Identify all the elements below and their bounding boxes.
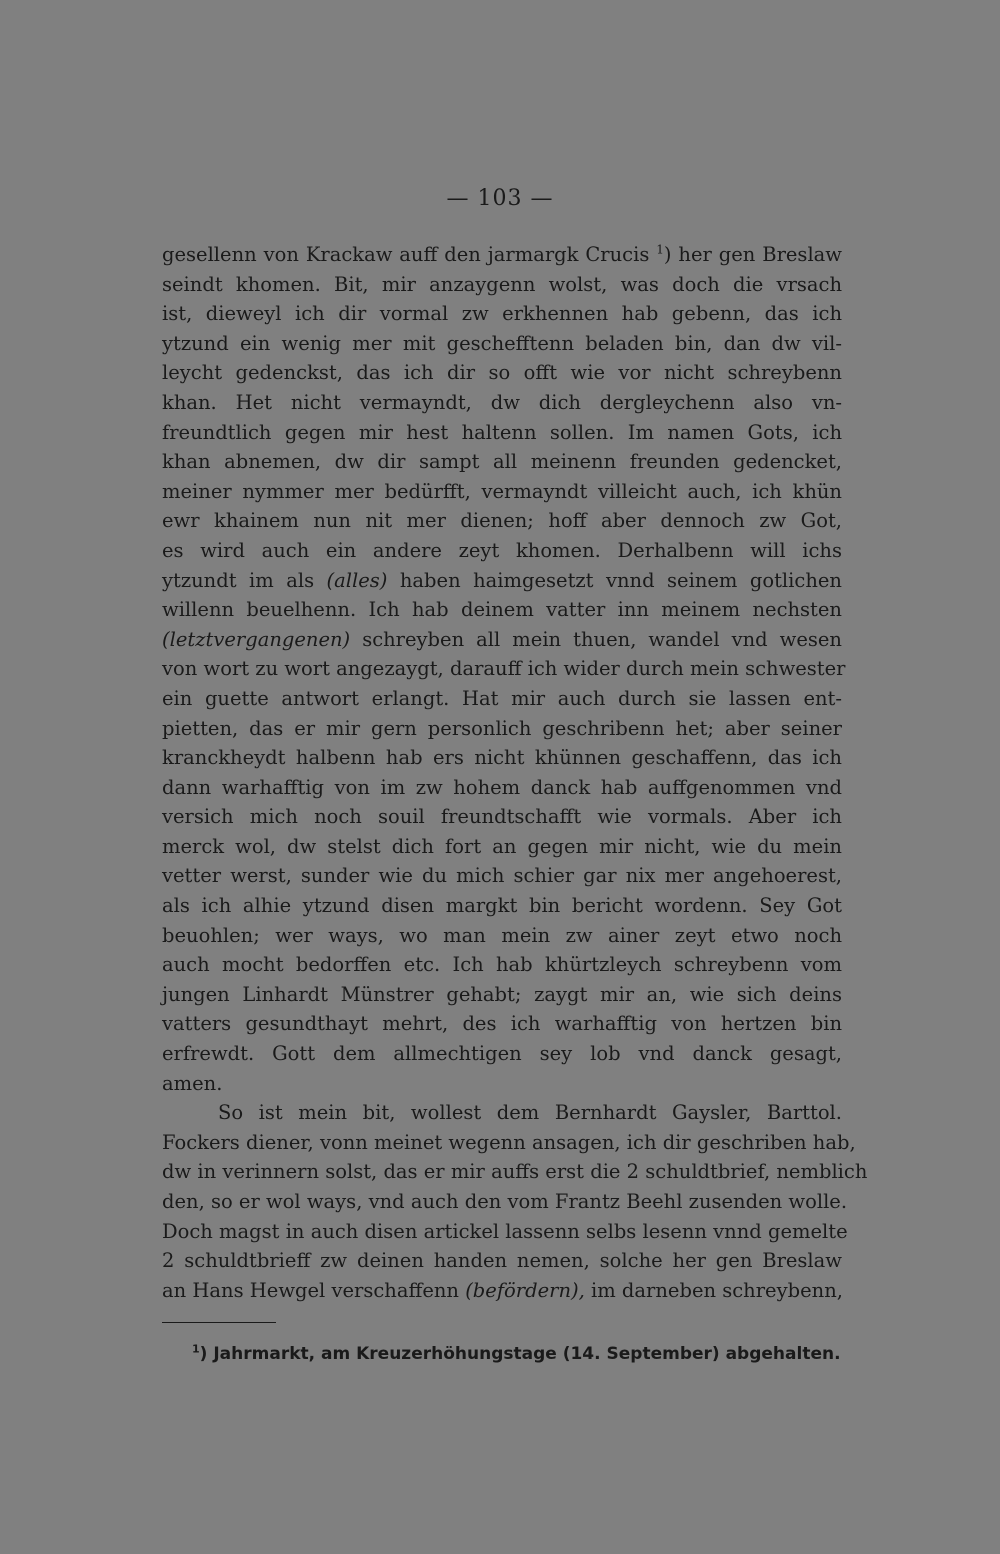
text-line — [162, 1069, 842, 1099]
text-line — [162, 1217, 848, 1247]
line-text: khan abnemen, dw dir sampt all meinenn freunden gedencket, — [162, 450, 842, 474]
text-line — [162, 299, 842, 329]
text-line — [162, 388, 842, 418]
line-text: es wird auch ein andere zeyt khomen. Derhalbenn will ichs — [162, 538, 842, 562]
text-line — [162, 1276, 842, 1306]
line-text: gesellenn von Krackaw auff den jarmargk Crucis — [162, 243, 657, 266]
line-text-continued: ) her gen Breslaw — [663, 243, 842, 266]
line-text: ist, dieweyl ich dir vormal zw erkhennen hab gebenn, das ich — [162, 302, 842, 326]
footnote — [192, 1342, 841, 1366]
page-number: — 103 — — [446, 186, 554, 211]
line-text-continued: haben haimgesetzt vnnd seinem gotlichen — [387, 568, 842, 592]
text-line — [162, 625, 842, 655]
line-text: ytzund ein wenig mer mit geschefftenn beladen bin, dan dw vil- — [162, 331, 842, 355]
editorial-gloss: (befördern), — [465, 1278, 585, 1302]
footnote-text: ) Jahrmarkt, am Kreuzerhöhungstage (14. September) abgehalten. — [199, 1344, 841, 1364]
text-line — [162, 1157, 868, 1187]
line-text: merck wol, dw stelst dich fort an gegen mir nicht, wie du mein — [162, 834, 842, 858]
line-text: jungen Linhardt Münstrer gehabt; zaygt mir an, wie sich deins — [162, 982, 842, 1006]
text-line — [162, 1187, 848, 1217]
text-line — [162, 684, 842, 714]
line-text: ein guette antwort erlangt. Hat mir auch durch sie lassen ent- — [162, 686, 842, 710]
text-line — [162, 418, 842, 448]
line-text: 2 schuldtbrieff zw deinen handen nemen, solche her gen Breslaw — [162, 1249, 842, 1273]
text-line — [162, 1246, 842, 1276]
line-text: vatters gesundthayt mehrt, des ich warhafftig von hertzen bin — [162, 1012, 842, 1036]
line-text: freundtlich gegen mir hest haltenn sollen. Im namen Gots, ich — [162, 420, 842, 444]
text-line — [162, 1009, 842, 1039]
text-line — [162, 1098, 842, 1128]
line-text: pietten, das er mir gern personlich geschribenn het; aber seiner — [162, 716, 842, 740]
line-text: amen. — [162, 1071, 223, 1095]
text-line — [162, 536, 842, 566]
line-text: leycht gedenckst, das ich dir so offt wie vor nicht schreybenn — [162, 361, 842, 385]
line-text: den, so er wol ways, vnd auch den vom Frantz Beehl zusenden wolle. — [162, 1190, 848, 1213]
text-line — [162, 980, 842, 1010]
line-text-continued: schreyben all mein thuen, wandel vnd wesen — [350, 627, 842, 651]
line-text: an Hans Hewgel verschaffenn — [162, 1278, 466, 1302]
line-text: dw in verinnern solst, das er mir auffs erst die 2 schuldtbrief, nemblich — [162, 1160, 868, 1184]
line-text: Fockers diener, vonn meinet wegenn ansagen, ich dir geschriben hab, — [162, 1130, 856, 1154]
line-text: von wort zu wort angezaygt, darauff ich wider durch mein schwester — [162, 657, 846, 681]
text-line — [162, 921, 842, 951]
line-text: So ist mein bit, wollest dem Bernhardt Gaysler, Barttol. — [218, 1101, 842, 1125]
line-text: beuohlen; wer ways, wo man mein zw ainer zeyt etwo noch — [162, 923, 842, 947]
footnote-marker: 1 — [192, 1342, 200, 1356]
line-text-continued: im darneben schreybenn, — [584, 1278, 843, 1302]
editorial-gloss: (letztvergangenen) — [162, 627, 351, 651]
main-text — [162, 240, 868, 1305]
text-line — [162, 329, 842, 359]
line-text: dann warhafftig von im zw hohem danck hab auffgenommen vnd — [162, 775, 842, 799]
text-line — [162, 1128, 856, 1158]
text-line — [162, 891, 842, 921]
line-text: versich mich noch souil freundtschafft wie vormals. Aber ich — [162, 805, 842, 829]
text-line — [162, 802, 842, 832]
line-text: kranckheydt halbenn hab ers nicht khünnen geschaffenn, das ich — [162, 746, 842, 770]
text-line — [162, 714, 842, 744]
line-text: auch mocht bedorffen etc. Ich hab khürtzleych schreybenn vom — [162, 953, 842, 977]
line-text: meiner nymmer mer bedürfft, vermayndt villeicht auch, ich khün — [162, 479, 842, 503]
text-line — [162, 270, 842, 300]
text-line — [162, 832, 842, 862]
line-text: vetter werst, sunder wie du mich schier gar nix mer angehoerest, — [162, 864, 842, 888]
text-line — [162, 447, 842, 477]
text-line — [162, 950, 842, 980]
text-line — [162, 654, 846, 684]
editorial-gloss: (alles) — [326, 568, 388, 592]
text-line — [162, 743, 842, 773]
line-text: als ich alhie ytzund disen margkt bin bericht wordenn. Sey Got — [162, 894, 842, 918]
line-text: khan. Het nicht vermayndt, dw dich dergleychenn also vn- — [162, 390, 842, 414]
text-line — [162, 773, 842, 803]
text-line — [162, 595, 842, 625]
text-line — [162, 477, 842, 507]
line-text: ytzundt im als — [162, 568, 327, 592]
text-line — [162, 861, 842, 891]
text-line — [162, 240, 842, 270]
text-line — [162, 506, 842, 536]
line-text: willenn beuelhenn. Ich hab deinem vatter inn meinem nechsten — [162, 598, 842, 622]
footnote-divider — [162, 1322, 276, 1323]
text-line — [162, 358, 842, 388]
text-line — [162, 566, 842, 596]
line-text: seindt khomen. Bit, mir anzaygenn wolst, was doch die vrsach — [162, 272, 842, 296]
line-text: ewr khainem nun nit mer dienen; hoff aber dennoch zw Got, — [162, 509, 842, 533]
text-line — [162, 1039, 842, 1069]
line-text: Doch magst in auch disen artickel lassenn selbs lesenn vnnd gemelte — [162, 1219, 848, 1243]
line-text: erfrewdt. Gott dem allmechtigen sey lob vnd danck gesagt, — [162, 1042, 842, 1066]
footnote-reference: 1 — [656, 242, 664, 257]
